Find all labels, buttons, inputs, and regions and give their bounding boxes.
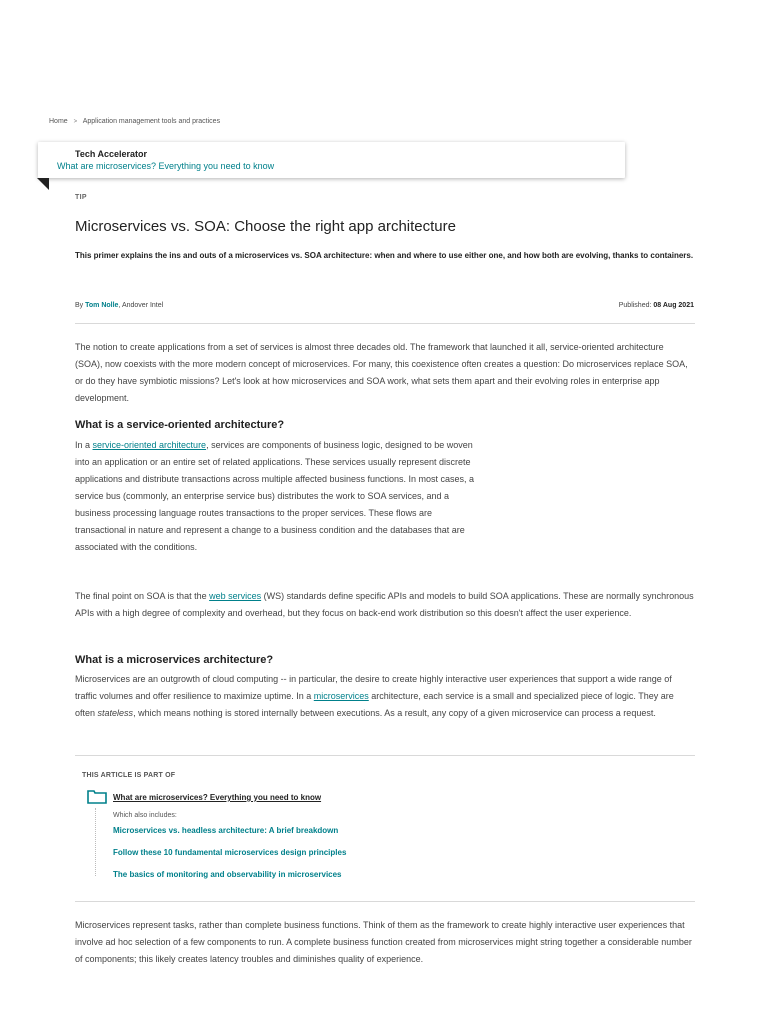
- breadcrumb-separator: >: [73, 119, 78, 125]
- tech-accelerator-box: [38, 142, 625, 178]
- tech-accelerator-label: Tech Accelerator: [75, 149, 148, 159]
- ribbon-fold-icon: [37, 178, 49, 190]
- microservices-paragraph-1: [75, 671, 695, 722]
- microservices-paragraph-2: Microservices represent tasks, rather than complete business functions. Think of them as the framework to create highly interactive user experiences that involve ad hoc selection of a few components to run. A complete business function created from microservices might string together a considerable number of components; this likely creates latency troubles and diminishes quality of experience.: [75, 920, 692, 964]
- soa-paragraph-2: [75, 588, 697, 622]
- link-microservices[interactable]: microservices: [313, 691, 369, 701]
- soa-p1-text-rest: , services are components of business logic, designed to be woven into an application or an entire set of related applications. These services usually represent discrete applications and distribute transactions across multiple affected business functions. In most cases, a service bus (commonly, an enterprise service bus) distributes the work to SOA services, and a business processing language routes transactions to the proper services. These flows are transactional in nature and represent a change to a business condition and the databases that are associated with the conditions.: [75, 440, 475, 552]
- author-link[interactable]: Tom Nolle: [85, 302, 119, 309]
- link-service-oriented-architecture[interactable]: service-oriented architecture: [92, 440, 207, 450]
- series-tree-line: [95, 808, 97, 876]
- ms-p1-text: Microservices are an outgrowth of cloud computing -- in particular, the desire to create highly interactive user experiences that support a wide range of traffic volumes and offer resilience to maximize uptime. In a: [75, 674, 672, 701]
- soa-p1-text: In a: [75, 440, 93, 450]
- soa-paragraph-1: [75, 437, 475, 556]
- series-item-link[interactable]: Follow these 10 fundamental microservices design principles: [113, 848, 347, 857]
- link-web-services[interactable]: web services: [209, 591, 262, 601]
- article-summary: This primer explains the ins and outs of a microservices vs. SOA architecture: when and where to use either one, and how both are evolving, thanks to containers.: [75, 251, 694, 260]
- published-value: 08 Aug 2021: [653, 302, 694, 309]
- ms-p1-text-mid: architecture, each service is a small and specialized piece of logic. They are often: [75, 691, 674, 718]
- byline-by: By: [75, 302, 84, 309]
- heading-soa: What is a service-oriented architecture?: [75, 419, 285, 431]
- tech-accelerator-link[interactable]: What are microservices? Everything you need to know: [57, 161, 275, 171]
- intro-paragraph: The notion to create applications from a set of services is almost three decades old. The framework that launched it all, service-oriented architecture (SOA), now coexists with the more modern concept of microservices. For many, this coexistence often creates a question: Do microservices replace SOA, or do they have symbiotic missions? Let's look at how microservices and SOA work, what sets them apart and their evolving roles in enterprise app development.: [75, 342, 688, 403]
- header-divider: [75, 323, 695, 324]
- series-also-label: Which also includes:: [113, 812, 177, 819]
- soa-p2-text: The final point on SOA is that the: [75, 591, 210, 601]
- heading-microservices: What is a microservices architecture?: [75, 654, 274, 666]
- folder-icon: [87, 790, 107, 804]
- breadcrumb-section[interactable]: Application management tools and practices: [82, 118, 221, 125]
- ms-p1-emphasis: stateless: [97, 708, 134, 718]
- soa-p2-text-rest: (WS) standards define specific APIs and models to build SOA applications. These are normally synchronous APIs with a high degree of complexity and overhead, but they focus on back-end work distribution so this doesn't affect the user experience.: [75, 591, 694, 618]
- published-label: Published:: [618, 302, 652, 309]
- ms-p1-text-rest: , which means nothing is stored internally between executions. As a result, any copy of a given microservice can process a request.: [133, 708, 656, 718]
- breadcrumb: [49, 118, 220, 125]
- byline: [75, 302, 163, 309]
- series-label: THIS ARTICLE IS PART OF: [82, 772, 176, 779]
- breadcrumb-home[interactable]: Home: [49, 118, 68, 125]
- series-main-link[interactable]: What are microservices? Everything you need to know: [113, 793, 322, 802]
- series-item-link[interactable]: Microservices vs. headless architecture: A brief breakdown: [113, 826, 339, 835]
- series-divider-top: [75, 755, 695, 756]
- page-title: Microservices vs. SOA: Choose the right app architecture: [75, 218, 456, 235]
- published-date: [619, 302, 694, 309]
- article-type: TIP: [75, 194, 87, 201]
- author-org: , Andover Intel: [118, 302, 164, 309]
- series-divider-bottom: [75, 901, 695, 902]
- series-item-link[interactable]: The basics of monitoring and observability in microservices: [113, 870, 342, 879]
